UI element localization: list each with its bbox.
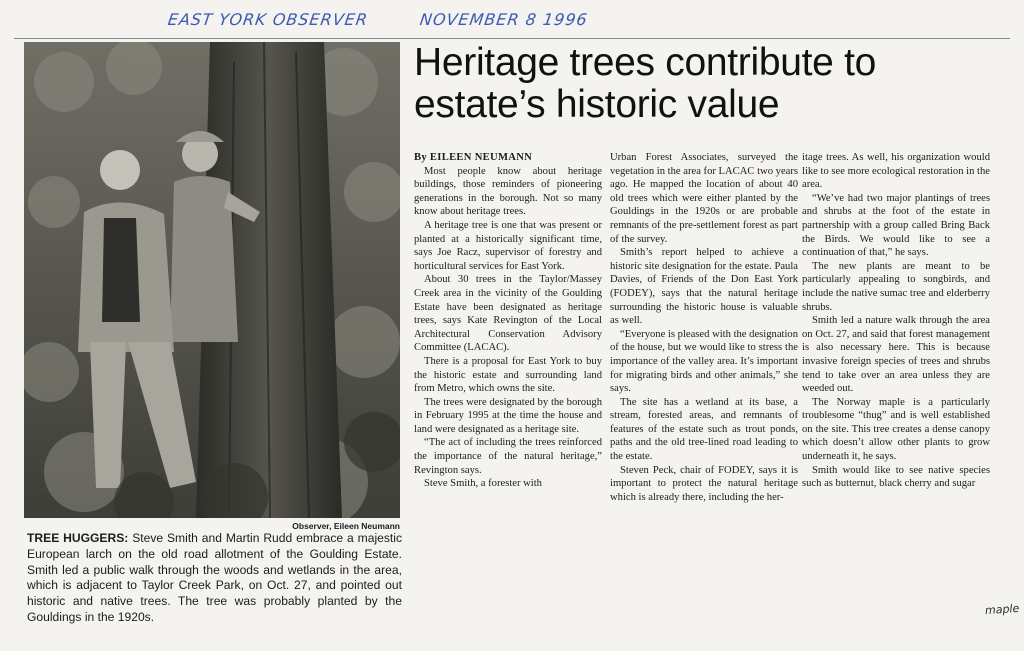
paragraph: Most people know about heritage buildings, those reminders of pioneering generations in the borough. Not so many know about heritage trees.	[414, 165, 602, 218]
paragraph: The site has a wetland at its base, a stream, forested areas, and remnants of features of the estate such as trout ponds, paths and the old tree-lined road leading to the estate.	[610, 396, 798, 463]
handwritten-margin-note: maple	[984, 601, 1020, 618]
paragraph: “We’ve had two major plantings of trees and shrubs at the foot of the estate in partnership with a group called Bring Back the Birds. We would like to see a continuation of that,” he says.	[802, 192, 990, 259]
handwritten-date: NOVEMBER 8 1996	[418, 10, 590, 29]
article-column-3	[802, 151, 990, 491]
article-column-1	[414, 151, 602, 491]
article-column-2	[610, 151, 798, 504]
paragraph: “Everyone is pleased with the designation of the house, but we would like to stress the importance of the valley area. It’s important for migrating birds and other animals,” she says.	[610, 328, 798, 395]
paragraph: Smith’s report helped to achieve a historic site designation for the estate. Paula Davies, of Friends of the Don East York (FODEY), says that the natural heritage surrounding the historic house is valuable as well.	[610, 247, 798, 327]
paragraph: Urban Forest Associates, surveyed the vegetation in the area for LACAC two years ago. He mapped the location of about 40 old trees which were either planted by the Gouldings in the 1920s or are probable remnants of the pre-settlement forest as part of the survey.	[610, 152, 798, 245]
photo-illustration	[24, 42, 400, 518]
headline: Heritage trees contribute to estate’s historic value	[414, 41, 877, 126]
paragraph: About 30 trees in the Taylor/Massey Creek area in the vicinity of the Goulding Estate have been designated as heritage trees, says Kate Revington of the Local Architectural Conservation Advisory Committee (LACAC).	[414, 274, 602, 354]
photo-credit: Observer, Eileen Neumann	[292, 521, 400, 531]
handwritten-paper-name: EAST YORK OBSERVER	[166, 10, 370, 29]
paragraph: “The act of including the trees reinforced the importance of the natural heritage,” Revington says.	[414, 437, 602, 476]
paragraph: There is a proposal for East York to buy the historic estate and surrounding land from Metro, which owns the site.	[414, 355, 602, 395]
paragraph: The Norway maple is a particularly troublesome “thug” and is well established on the site. This tree creates a dense canopy which doesn’t allow other plants to grow underneath it, he says.	[802, 396, 990, 463]
paragraph: The trees were designated by the borough in February 1995 at the time the house and land were designated as a heritage site.	[414, 396, 602, 435]
paragraph: Smith would like to see native species such as butternut, black cherry and sugar	[802, 464, 990, 490]
paragraph: Steven Peck, chair of FODEY, says it is important to protect the natural heritage which is already there, including the her-	[610, 464, 798, 503]
paragraph: A heritage tree is one that was present or planted at a historically significant time, says Joe Racz, supervisor of forestry and horticultural services for East York.	[414, 219, 602, 272]
byline: By EILEEN NEUMANN	[414, 152, 533, 163]
caption-lead: TREE HUGGERS:	[27, 531, 129, 545]
paragraph: Steve Smith, a forester with	[424, 478, 542, 490]
article-photo	[24, 42, 400, 518]
paragraph: Smith led a nature walk through the area on Oct. 27, and said that forest management is also necessary here. This is because invasive foreign species of trees and shrubs tend to take over an area unless they are weeded out.	[802, 315, 990, 395]
caption-text: Steve Smith and Martin Rudd embrace a majestic European larch on the old road allotment of the Goulding Estate. Smith led a public walk through the woods and wetlands in the area, which is adjacent to Taylor Creek Park, on Oct. 27, and pointed out historic and native trees. The tree was probably planted by the Gouldings in the 1920s.	[27, 531, 402, 624]
paragraph: The new plants are meant to be particularly appealing to songbirds, and include the native sumac tree and elderberry shrubs.	[802, 260, 990, 313]
top-rule	[14, 38, 1010, 39]
paragraph: itage trees. As well, his organization would like to see more ecological restoration in the area.	[802, 152, 990, 191]
photo-caption	[27, 531, 402, 626]
